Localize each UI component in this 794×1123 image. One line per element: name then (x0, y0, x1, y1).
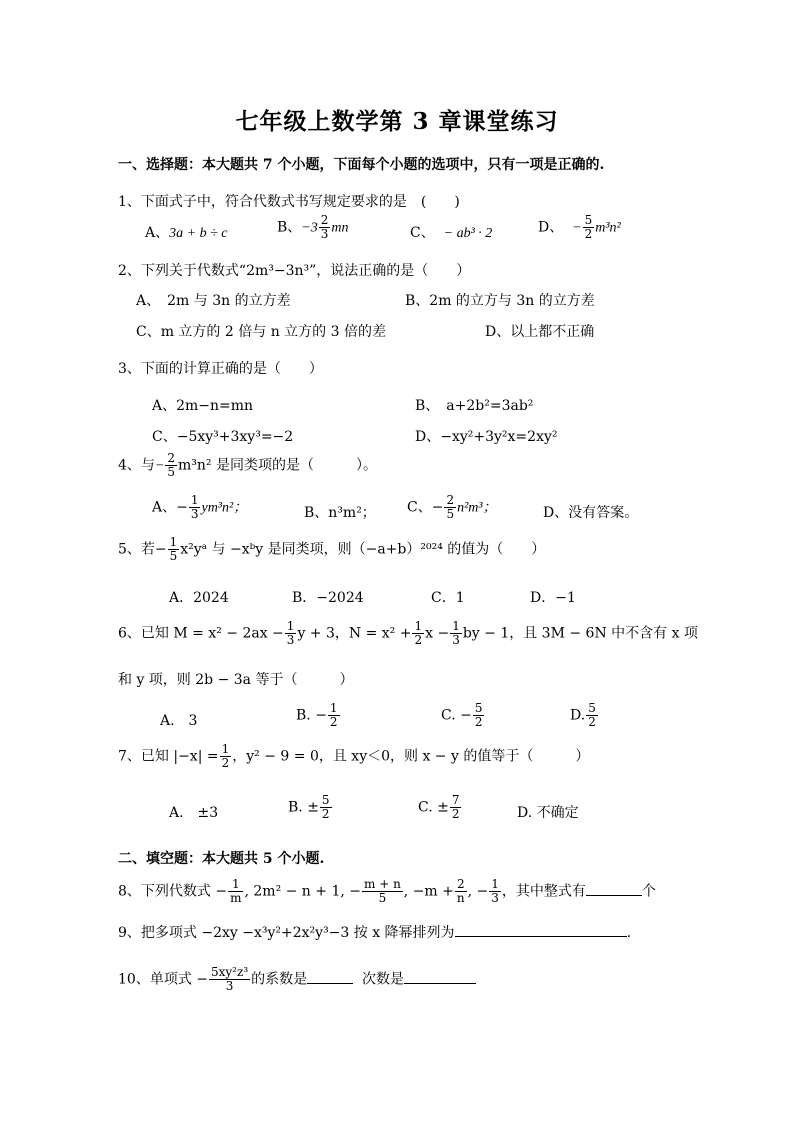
q6-c-fraction: $\frac{5}{2}$ (474, 701, 483, 729)
q7-option-a: A. ±3 (169, 805, 219, 821)
q7-stem-fraction: $\frac{1}{2}$ (221, 742, 230, 770)
q2-option-d: D、以上都不正确 (485, 324, 595, 340)
q4-stem-fraction: $\frac{2}{5}$ (167, 451, 176, 479)
question-4-stem: 4、与− $\frac{2}{5}$ m³n² 是同类项的是（ ）。 (118, 451, 377, 479)
q2-option-c: C、m 立方的 2 倍与 n 立方的 3 倍的差 (136, 324, 386, 340)
q4-a-fraction: $\frac{1}{3}$ (190, 493, 199, 521)
q1-b-fraction: $\frac{2}{3}$ (320, 213, 329, 241)
q5-stem-fraction: $\frac{1}{5}$ (169, 535, 178, 563)
question-6-stem-line-2: 和 y 项，则 2b − 3a 等于（ ） (118, 672, 354, 688)
q1-option-b: B、−3 $\frac{2}{3}$ mn (277, 213, 349, 241)
q8-fraction-4: $\frac{1}{3}$ (491, 877, 499, 905)
question-2-stem: 2、下列关于代数式“2m³−3n³”，说法正确的是（ ） (118, 263, 471, 279)
q8-fraction-1: $\frac{1}{m}$ (230, 877, 242, 905)
q7-option-b: B. ± $\frac{5}{2}$ (288, 793, 330, 821)
q7-option-d: D. 不确定 (517, 805, 579, 821)
q5-option-a: A．2024 (169, 590, 229, 606)
q7-b-fraction: $\frac{5}{2}$ (321, 793, 330, 821)
question-3-stem: 3、下面的计算正确的是（ ） (118, 361, 323, 377)
q1-option-d: D、 − $\frac{5}{2}$ m³n² (538, 213, 621, 241)
question-10: 10、单项式 − $\frac{\text{5xy²z³}}{3}$ 的系数是 次数是 (118, 966, 476, 993)
q10-degree-blank[interactable] (404, 969, 476, 984)
q6-option-d: D. $\frac{5}{2}$ (570, 701, 596, 729)
q10-coefficient-blank[interactable] (307, 969, 353, 984)
q1-option-a: A、3a + b ÷ c (145, 225, 228, 241)
q3-option-b: B、 a+2b²=3ab² (415, 398, 534, 414)
q1-d-fraction: $\frac{5}{2}$ (584, 213, 593, 241)
q3-option-d: D、−xy²+3y²x=2xy² (415, 429, 558, 445)
q7-c-fraction: $\frac{7}{2}$ (451, 793, 460, 821)
question-8: 8、下列代数式 − $\frac{1}{m}$ , 2m² − n + 1, − $\frac{m + n}{5}$ , −m + $\frac{2}{n}$ , − $\frac{1}{3}$ ，其中整式有 个 (118, 877, 656, 905)
q6-fraction-1: $\frac{1}{3}$ (286, 619, 295, 647)
q4-c-fraction: $\frac{2}{5}$ (446, 493, 455, 521)
question-1-stem: 1、下面式子中，符合代数式书写规定要求的是 ( ) (118, 194, 460, 210)
q6-fraction-2: $\frac{1}{2}$ (414, 619, 423, 647)
q7-option-c: C. ± $\frac{7}{2}$ (418, 793, 460, 821)
section-heading-fill: 二、填空题：本大题共 5 个小题. (118, 851, 325, 867)
question-9: 9、把多项式 −2xy −x³y²+2x²y³−3 按 x 降幂排列为 . (118, 922, 631, 942)
q5-option-d: D．−1 (530, 590, 576, 606)
question-6-stem-line-1: 6、已知 M = x² − 2ax − $\frac{1}{3}$ y + 3，N = x² + $\frac{1}{2}$ x − $\frac{1}{3}$ by − 1，且 3M − 6N 中不含有 x 项 (118, 619, 698, 647)
q4-option-c: C、− $\frac{2}{5}$ n²m³； (407, 493, 497, 521)
q6-option-b: B. − $\frac{1}{2}$ (296, 701, 338, 729)
q6-option-c: C. − $\frac{5}{2}$ (441, 701, 483, 729)
question-7-stem: 7、已知 |−x| = $\frac{1}{2}$ ，y² − 9 = 0，且 xy＜0，则 x − y 的值等于（ ） (118, 742, 590, 770)
q4-option-d: D、没有答案。 (543, 505, 639, 521)
q10-fraction: $\frac{\text{5xy²z³}}{3}$ (211, 965, 249, 993)
page-title: 七年级上数学第 3 章课堂练习 (235, 108, 559, 135)
question-5-stem: 5、若− $\frac{1}{5}$ x²yᵃ 与 −xᵇy 是同类项，则（−a+b）²⁰²⁴ 的值为（ ） (118, 535, 546, 563)
q8-answer-blank[interactable] (586, 881, 642, 896)
q2-option-b: B、2m 的立方与 3n 的立方差 (405, 293, 595, 309)
q5-option-b: B．−2024 (292, 590, 364, 606)
q4-option-b: B、n³m²； (304, 505, 376, 521)
q4-option-a: A、− $\frac{1}{3}$ ym³n²； (152, 493, 248, 521)
q3-option-c: C、−5xy³+3xy³=−2 (152, 429, 294, 445)
q6-d-fraction: $\frac{5}{2}$ (588, 701, 596, 729)
section-heading-choice: 一、选择题：本大题共 7 个小题，下面每个小题的选项中，只有一项是正确的. (118, 157, 605, 173)
q3-option-a: A、2m−n=mn (152, 398, 254, 414)
q6-option-a: A. 3 (160, 713, 198, 729)
q8-fraction-3: $\frac{2}{n}$ (456, 877, 465, 905)
q2-option-a: A、 2m 与 3n 的立方差 (136, 293, 291, 309)
q8-fraction-2: $\frac{m + n}{5}$ (364, 877, 401, 905)
q1-option-c: C、 − ab³ · 2 (410, 225, 493, 241)
q6-fraction-3: $\frac{1}{3}$ (452, 619, 460, 647)
q9-answer-blank[interactable] (455, 922, 627, 937)
q6-b-fraction: $\frac{1}{2}$ (329, 701, 338, 729)
q5-option-c: C．1 (431, 590, 465, 606)
